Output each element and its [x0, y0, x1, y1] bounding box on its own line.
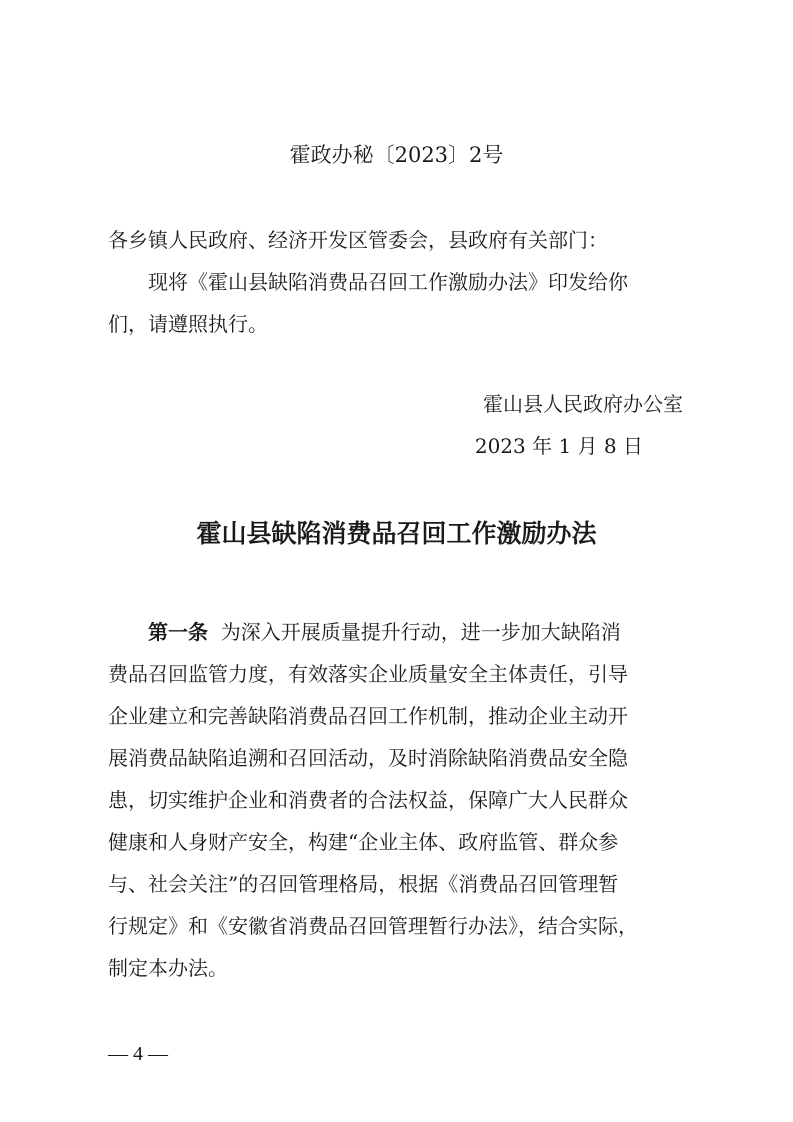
article-text: 为深入开展质量提升行动，进一步加大缺陷消	[220, 620, 621, 644]
addressee: 各乡镇人民政府、经济开发区管委会，县政府有关部门：	[108, 228, 608, 252]
issuing-office: 霍山县人民政府办公室	[483, 392, 683, 416]
notice-body-line: 现将《霍山县缺陷消费品召回工作激励办法》印发给你	[148, 270, 628, 294]
article-line: 行规定》和《安徽省消费品召回管理暂行办法》，结合实际，	[108, 914, 638, 938]
measure-title: 霍山县缺陷消费品召回工作激励办法	[196, 519, 597, 548]
article-line: 费品召回监管力度，有效落实企业质量安全主体责任，引导	[108, 662, 628, 686]
article-label: 第一条	[148, 620, 208, 644]
article-first-line	[148, 620, 621, 644]
article-line: 制定本办法。	[108, 956, 228, 980]
article-line: 企业建立和完善缺陷消费品召回工作机制，推动企业主动开	[108, 704, 628, 728]
article-line: 健康和人身财产安全，构建“企业主体、政府监管、群众参	[108, 830, 619, 854]
article-line: 患，切实维护企业和消费者的合法权益，保障广大人民群众	[108, 788, 628, 812]
document-number: 霍政办秘〔2023〕2号	[289, 143, 504, 167]
issue-date: 2023 年 1 月 8 日	[474, 434, 643, 458]
article-line: 与、社会关注”的召回管理格局，根据《消费品召回管理暂	[108, 872, 619, 896]
notice-body-line: 们，请遵照执行。	[108, 312, 268, 336]
article-line: 展消费品缺陷追溯和召回活动，及时消除缺陷消费品安全隐	[108, 746, 628, 770]
page-number: — 4 —	[108, 1043, 168, 1065]
